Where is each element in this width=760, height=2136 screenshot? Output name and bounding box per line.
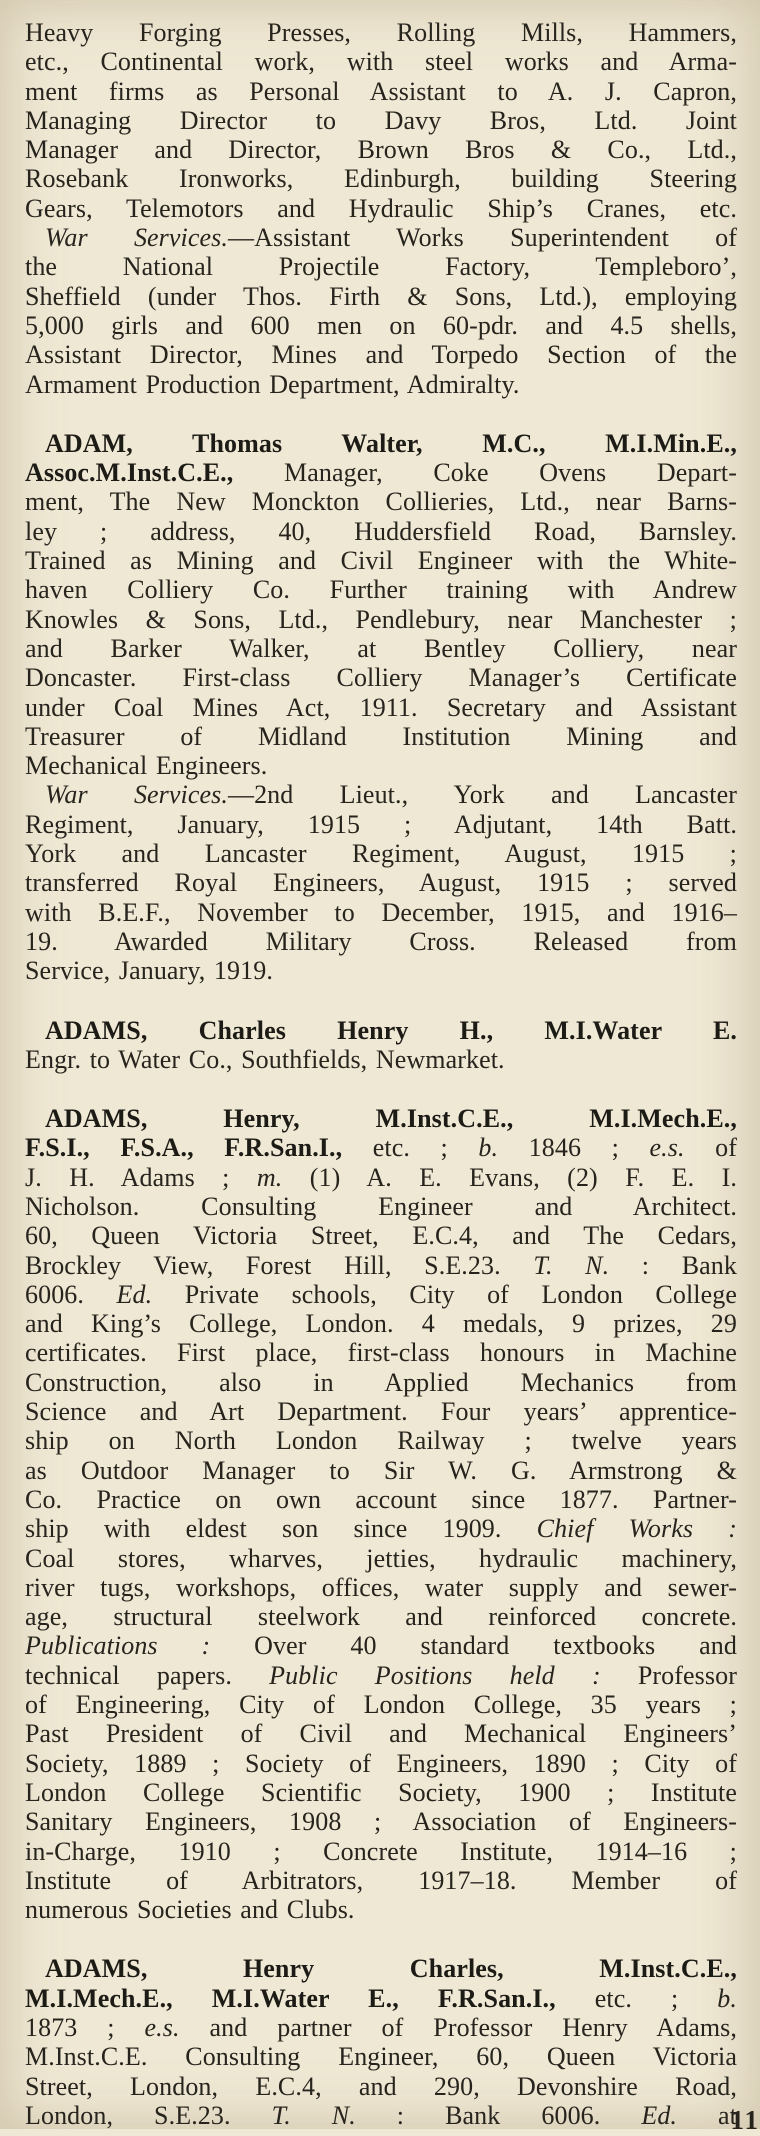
body-text: M.Inst.C.E. Consulting Engineer, 60, Queen Victoria xyxy=(25,2042,737,2072)
text-line xyxy=(25,1221,737,1250)
body-text: Manager, Coke Ovens Depart- xyxy=(233,458,737,488)
body-text: Manager and Director, Brown Bros & Co., Ltd., xyxy=(25,135,737,165)
body-text: Treasurer of Midland Institution Mining and xyxy=(25,721,737,751)
bold-text: ADAMS, Henry Charles, M.Inst.C.E., xyxy=(45,1954,737,1984)
text-line xyxy=(25,1163,737,1192)
text-line xyxy=(25,1016,737,1045)
text-line xyxy=(25,546,737,575)
text-line xyxy=(25,1397,737,1426)
text-line xyxy=(25,1309,737,1338)
body-text: Past President of Civil and Mechanical Engineers’ xyxy=(25,1719,737,1749)
body-text: Brockley View, Forest Hill, S.E.23. xyxy=(25,1250,534,1280)
text-line xyxy=(25,1426,737,1455)
body-text: London College Scientific Society, 1900 ; Institute xyxy=(25,1777,737,1807)
body-text: Heavy Forging Presses, Rolling Mills, Hammers, xyxy=(25,18,737,47)
italic-text: War Services. xyxy=(45,780,228,810)
body-text: Knowles & Sons, Ltd., Pendlebury, near Manchester ; xyxy=(25,604,737,634)
body-text: and partner of Professor Henry Adams, xyxy=(179,2013,737,2042)
text-line xyxy=(25,458,737,487)
text-line xyxy=(25,47,737,76)
body-text: etc. ; xyxy=(342,1133,479,1163)
body-text: Sheffield (under Thos. Firth & Sons, Ltd.), employing xyxy=(25,281,737,311)
bold-text: Assoc.M.Inst.C.E., xyxy=(25,458,234,488)
body-text: Service, January, 1919. xyxy=(25,956,273,986)
text-line xyxy=(25,1133,737,1162)
body-text: 1846 ; xyxy=(498,1133,650,1163)
text-line xyxy=(25,487,737,516)
text-line xyxy=(25,693,737,722)
body-text: Sanitary Engineers, 1908 ; Association of Engineers- xyxy=(25,1807,737,1837)
body-text: of Engineering, City of London College, 35 years ; xyxy=(25,1690,737,1720)
italic-text: Ed. xyxy=(116,1279,153,1309)
text-line xyxy=(25,868,737,897)
bold-text: ADAMS, Henry, M.Inst.C.E., M.I.Mech.E., xyxy=(45,1104,737,1134)
body-text: ment firms as Personal Assistant to A. J. Capron, xyxy=(25,76,737,106)
body-text: the National Projectile Factory, Templeboro’, xyxy=(25,252,737,282)
italic-text: T. N. xyxy=(271,2100,356,2130)
body-text: Doncaster. First-class Colliery Manager’s Certificate xyxy=(25,663,737,693)
italic-text: e.s. xyxy=(144,2013,180,2042)
italic-text: Public Positions held : xyxy=(269,1660,601,1690)
body-text: of xyxy=(684,1133,737,1163)
body-text: : Bank xyxy=(609,1250,737,1280)
body-text: Professor xyxy=(600,1660,737,1690)
text-line xyxy=(25,340,737,369)
body-text: 1873 ; xyxy=(25,2013,145,2042)
text-line xyxy=(25,1690,737,1719)
text-line xyxy=(25,839,737,868)
text-line xyxy=(25,898,737,927)
body-text: Armament Production Department, Admiralty. xyxy=(25,369,520,399)
text-line xyxy=(25,1485,737,1514)
text-line xyxy=(25,1837,737,1866)
text-line xyxy=(25,18,737,47)
text-line xyxy=(25,1778,737,1807)
body-text: etc., Continental work, with steel works and Arma- xyxy=(25,47,737,77)
body-text: Gears, Telemotors and Hydraulic Ship’s Cranes, etc. xyxy=(25,193,737,223)
body-text: technical papers. xyxy=(25,1660,270,1690)
paragraph xyxy=(25,1104,737,1924)
text-line xyxy=(25,810,737,839)
text-line xyxy=(25,1280,737,1309)
italic-text: Chief Works : xyxy=(536,1514,737,1544)
text-line xyxy=(25,1192,737,1221)
text-line xyxy=(25,663,737,692)
paragraph xyxy=(25,18,737,223)
body-text: —Assistant Works Superintendent of xyxy=(227,223,737,253)
body-text: Institute of Arbitrators, 1917–18. Member of xyxy=(25,1865,737,1895)
paragraph xyxy=(25,429,737,781)
body-text: ment, The New Monckton Collieries, Ltd., near Barns- xyxy=(25,487,737,517)
text-line xyxy=(25,1104,737,1133)
text-line xyxy=(25,751,737,780)
body-text: age, structural steelwork and reinforced concrete. xyxy=(25,1602,737,1632)
body-text: numerous Societies and Clubs. xyxy=(25,1895,355,1925)
text-line xyxy=(25,1514,737,1543)
text-line xyxy=(25,106,737,135)
bold-text: ADAM, Thomas Walter, M.C., M.I.Min.E., xyxy=(45,428,737,458)
text-line xyxy=(25,605,737,634)
body-text: Construction, also in Applied Mechanics from xyxy=(25,1367,737,1397)
body-text: and Barker Walker, at Bentley Colliery, near xyxy=(25,633,737,663)
text-line xyxy=(25,1807,737,1836)
body-text: with B.E.F., November to December, 1915, and 1916– xyxy=(25,897,737,927)
text-line xyxy=(25,2042,737,2071)
bold-text: ADAMS, Charles Henry H., M.I.Water E. xyxy=(45,1015,737,1045)
body-text: and King’s College, London. 4 medals, 9 prizes, 29 xyxy=(25,1309,737,1339)
bold-text: F.S.I., F.S.A., F.R.San.I., xyxy=(25,1133,343,1163)
body-text: ship with eldest son since 1909. xyxy=(25,1514,537,1544)
body-text: 60, Queen Victoria Street, E.C.4, and The Cedars, xyxy=(25,1221,737,1251)
entry-adams-henry-charles xyxy=(25,1954,737,2130)
body-text: as Outdoor Manager to Sir W. G. Armstrong & xyxy=(25,1455,737,1485)
body-text: in-Charge, 1910 ; Concrete Institute, 1914–16 ; xyxy=(25,1836,737,1866)
text-line xyxy=(25,2072,737,2101)
text-line xyxy=(25,517,737,546)
text-line xyxy=(25,1602,737,1631)
body-text: Society, 1889 ; Society of Engineers, 1890 ; City of xyxy=(25,1748,737,1778)
text-line xyxy=(25,2101,737,2130)
text-line xyxy=(25,1631,737,1660)
body-text: —2nd Lieut., York and Lancaster xyxy=(227,780,737,810)
body-text: York and Lancaster Regiment, August, 1915 ; xyxy=(25,839,737,869)
italic-text: War Services. xyxy=(45,223,228,253)
body-text: J. H. Adams ; xyxy=(25,1162,257,1192)
text-line xyxy=(25,1866,737,1895)
text-line xyxy=(25,1719,737,1748)
text-line xyxy=(25,634,737,663)
text-line xyxy=(25,1984,737,2013)
text-line xyxy=(25,282,737,311)
entry-adams-henry xyxy=(25,1104,737,1924)
paragraph xyxy=(25,1954,737,2130)
body-text: ship on North London Railway ; twelve years xyxy=(25,1426,737,1456)
body-text: Regiment, January, 1915 ; Adjutant, 14th Batt. xyxy=(25,809,737,839)
text-line xyxy=(25,1338,737,1367)
body-text: ley ; address, 40, Huddersfield Road, Barnsley. xyxy=(25,516,737,546)
body-text: 6006. xyxy=(25,1279,117,1309)
entry-heavy-forging-continuation xyxy=(25,18,737,399)
body-text: Mechanical Engineers. xyxy=(25,751,268,781)
body-text: haven Colliery Co. Further training with Andrew xyxy=(25,575,737,605)
text-line xyxy=(25,252,737,281)
body-text: under Coal Mines Act, 1911. Secretary and Assistant xyxy=(25,692,737,722)
body-text: Nicholson. Consulting Engineer and Architect. xyxy=(25,1191,737,1221)
body-text: Science and Art Department. Four years’ apprentice- xyxy=(25,1397,737,1427)
text-line xyxy=(25,370,737,399)
body-text: Engr. to Water Co., Southfields, Newmarket. xyxy=(25,1044,505,1074)
italic-text: Publications : xyxy=(25,1631,211,1661)
body-text: 19. Awarded Military Cross. Released from xyxy=(25,926,737,956)
body-text: at xyxy=(677,2100,737,2130)
body-text: Over 40 standard textbooks and xyxy=(210,1631,737,1661)
body-text: (1) A. E. Evans, (2) F. E. I. xyxy=(282,1162,737,1192)
text-line xyxy=(25,1895,737,1924)
body-text: : Bank 6006. xyxy=(355,2100,642,2130)
text-line xyxy=(25,1045,737,1074)
paragraph xyxy=(25,223,737,399)
text-line xyxy=(25,2013,737,2042)
italic-text: T. N. xyxy=(533,1250,610,1280)
body-text: river tugs, workshops, offices, water supply and sewer- xyxy=(25,1572,737,1602)
text-line xyxy=(25,164,737,193)
entry-adams-charles-henry-h xyxy=(25,1016,737,1075)
text-line xyxy=(25,1749,737,1778)
body-text: Street, London, E.C.4, and 290, Devonshire Road, xyxy=(25,2071,737,2101)
text-line xyxy=(25,956,737,985)
body-text: etc. ; xyxy=(555,1983,718,2013)
italic-text: m. xyxy=(256,1162,283,1192)
italic-text: b. xyxy=(717,1983,737,2013)
italic-text: Ed. xyxy=(641,2100,678,2130)
text-line xyxy=(25,1456,737,1485)
text-line xyxy=(25,1251,737,1280)
text-line xyxy=(25,927,737,956)
page-number: 11 xyxy=(730,2105,760,2135)
text-line xyxy=(25,575,737,604)
body-text: Co. Practice on own account since 1877. Partner- xyxy=(25,1484,737,1514)
entry-adam-thomas-walter xyxy=(25,429,737,986)
text-line xyxy=(25,429,737,458)
text-line xyxy=(25,223,737,252)
body-text: certificates. First place, first-class honours in Machine xyxy=(25,1338,737,1368)
paragraph xyxy=(25,1016,737,1075)
body-text: London, S.E.23. xyxy=(25,2100,272,2130)
text-line xyxy=(25,135,737,164)
bold-text: M.I.Mech.E., M.I.Water E., F.R.San.I., xyxy=(25,1983,556,2013)
text-line xyxy=(25,194,737,223)
body-text: Private schools, City of London College xyxy=(152,1279,737,1309)
text-column xyxy=(25,18,737,2130)
text-line xyxy=(25,77,737,106)
paragraph xyxy=(25,780,737,985)
text-line xyxy=(25,1661,737,1690)
text-line xyxy=(25,1368,737,1397)
body-text: Coal stores, wharves, jetties, hydraulic machinery, xyxy=(25,1543,737,1573)
text-line xyxy=(25,311,737,340)
body-text: Rosebank Ironworks, Edinburgh, building Steering xyxy=(25,164,737,194)
body-text: Trained as Mining and Civil Engineer with the White- xyxy=(25,546,737,576)
text-line xyxy=(25,1544,737,1573)
text-line xyxy=(25,1954,737,1983)
body-text: transferred Royal Engineers, August, 1915 ; served xyxy=(25,868,737,898)
italic-text: b. xyxy=(478,1133,499,1163)
body-text: Assistant Director, Mines and Torpedo Section of the xyxy=(25,340,737,370)
body-text: 5,000 girls and 600 men on 60-pdr. and 4.5 shells, xyxy=(25,310,737,340)
text-line xyxy=(25,1573,737,1602)
text-line xyxy=(25,722,737,751)
italic-text: e.s. xyxy=(649,1133,685,1163)
body-text: Managing Director to Davy Bros, Ltd. Joint xyxy=(25,105,737,135)
text-line xyxy=(25,780,737,809)
